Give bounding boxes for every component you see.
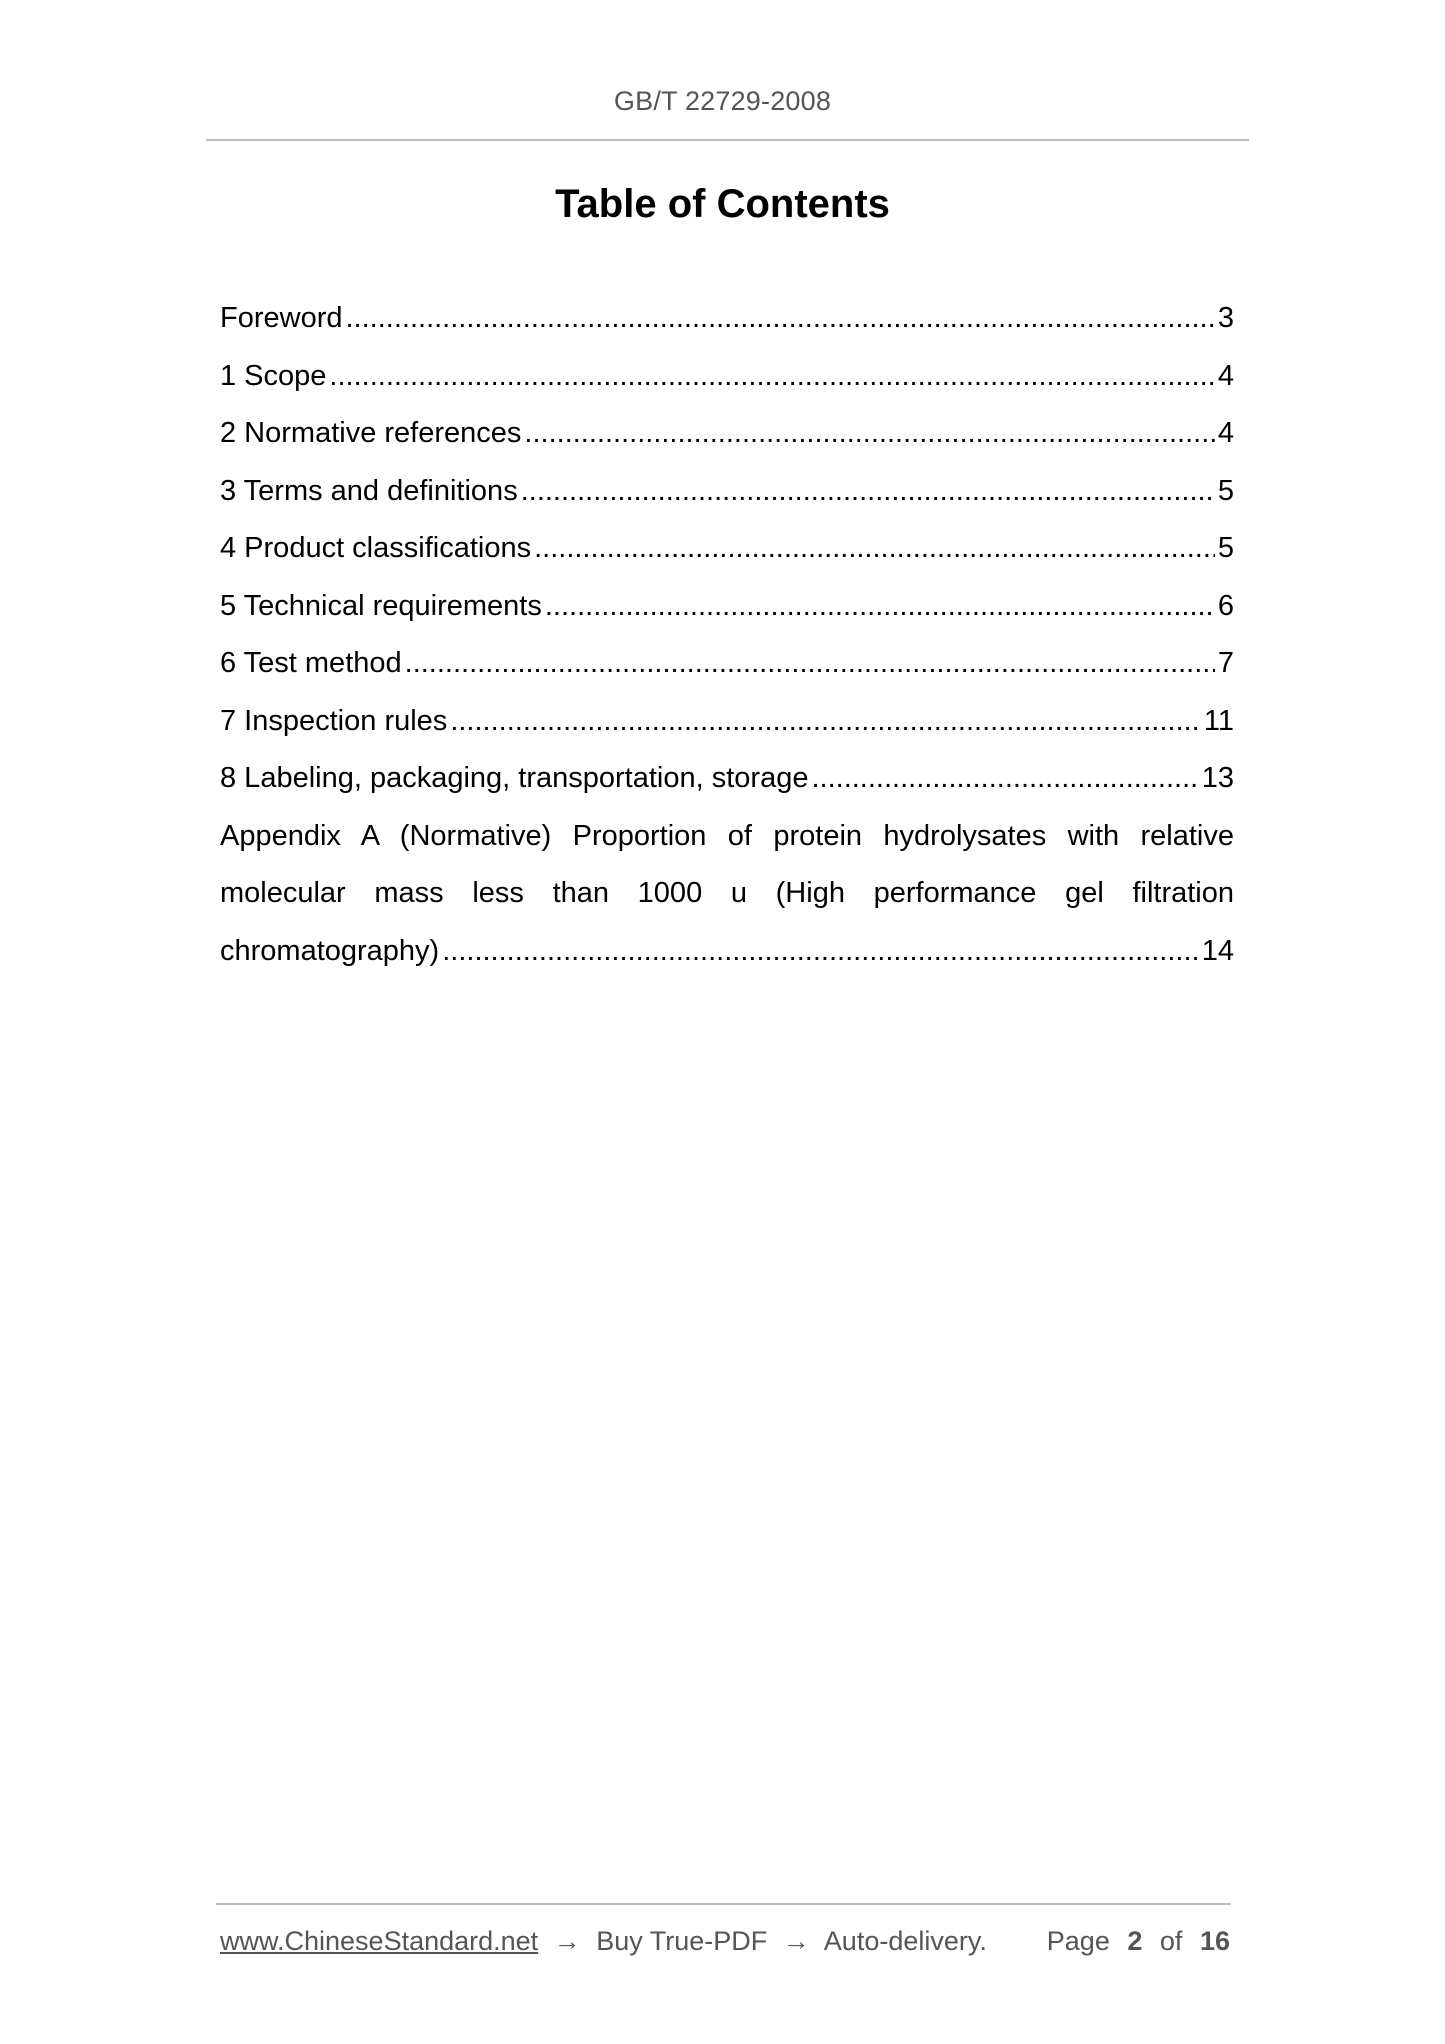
- footer-promo: [220, 1926, 987, 1957]
- page-of-word: of: [1159, 1926, 1183, 1956]
- footer-step-buy: Buy True-PDF: [596, 1926, 768, 1956]
- toc-entry-page: 14: [1201, 934, 1234, 967]
- toc-entry-product-classifications[interactable]: [220, 520, 1234, 578]
- toc-entry-page: 3: [1217, 302, 1234, 334]
- website-link[interactable]: www.ChineseStandard.net: [220, 1926, 539, 1956]
- toc-entry-foreword[interactable]: [220, 290, 1234, 348]
- toc-entry-label: 5 Technical requirements: [220, 589, 542, 622]
- page-title: Table of Contents: [555, 182, 890, 226]
- toc-entry-page: 4: [1217, 417, 1234, 449]
- toc-entry-label: 3 Terms and definitions: [220, 474, 518, 507]
- toc-entry-technical-requirements[interactable]: [220, 578, 1234, 636]
- toc-appendix-line: molecular mass less than 1000 u (High performance gel filtration: [220, 877, 1234, 909]
- page-footer: [220, 1926, 1230, 1957]
- toc-entry-label: chromatography): [220, 934, 440, 967]
- footer-step-delivery: Auto-delivery.: [823, 1926, 987, 1956]
- toc-leader-dots: [545, 578, 1215, 636]
- toc-entry-test-method[interactable]: [220, 635, 1234, 693]
- toc-leader-dots: [329, 348, 1214, 406]
- current-page-number: 2: [1127, 1926, 1143, 1956]
- toc-appendix-last-line: [220, 923, 1234, 981]
- toc-entry-label: 2 Normative references: [220, 417, 522, 449]
- toc-entry-label: 4 Product classifications: [220, 532, 532, 564]
- toc-entry-page: 4: [1217, 359, 1234, 392]
- toc-leader-dots: [346, 290, 1215, 348]
- toc-entry-labeling-packaging[interactable]: [220, 750, 1234, 808]
- page-word: Page: [1046, 1926, 1110, 1956]
- toc-leader-dots: [405, 635, 1215, 693]
- toc-entry-inspection-rules[interactable]: [220, 693, 1234, 751]
- toc-leader-dots: [811, 750, 1198, 808]
- toc-entry-label: 7 Inspection rules: [220, 704, 448, 737]
- table-of-contents: [220, 290, 1234, 980]
- footer-divider: [216, 1903, 1231, 1905]
- toc-entry-page: 5: [1217, 532, 1234, 564]
- toc-entry-label: Foreword: [220, 302, 343, 334]
- header-divider: [206, 139, 1249, 141]
- toc-entry-label: 6 Test method: [220, 647, 402, 679]
- document-id: GB/T 22729-2008: [613, 86, 832, 116]
- toc-entry-page: 5: [1217, 474, 1234, 507]
- toc-leader-dots: [442, 923, 1199, 981]
- arrow-right-icon: →: [553, 1926, 581, 1956]
- toc-entry-page: 6: [1217, 589, 1234, 622]
- toc-leader-dots: [534, 520, 1215, 578]
- toc-appendix-line: Appendix A (Normative) Proportion of protein hydrolysates with relative: [220, 819, 1234, 852]
- toc-entry-page: 13: [1201, 762, 1234, 794]
- toc-entry-normative-references[interactable]: [220, 405, 1234, 463]
- toc-entry-label: 1 Scope: [220, 359, 327, 392]
- toc-entry-appendix-a[interactable]: [220, 808, 1234, 981]
- toc-leader-dots: [450, 693, 1201, 751]
- page-indicator: [1047, 1926, 1230, 1957]
- toc-leader-dots: [521, 463, 1215, 521]
- total-pages-number: 16: [1199, 1926, 1230, 1956]
- toc-leader-dots: [524, 405, 1214, 463]
- toc-entry-scope[interactable]: [220, 348, 1234, 406]
- toc-entry-page: 7: [1217, 647, 1234, 679]
- toc-entry-terms-definitions[interactable]: [220, 463, 1234, 521]
- toc-entry-page: 11: [1203, 704, 1234, 737]
- arrow-right-icon: →: [782, 1926, 810, 1956]
- toc-entry-label: 8 Labeling, packaging, transportation, storage: [220, 762, 809, 794]
